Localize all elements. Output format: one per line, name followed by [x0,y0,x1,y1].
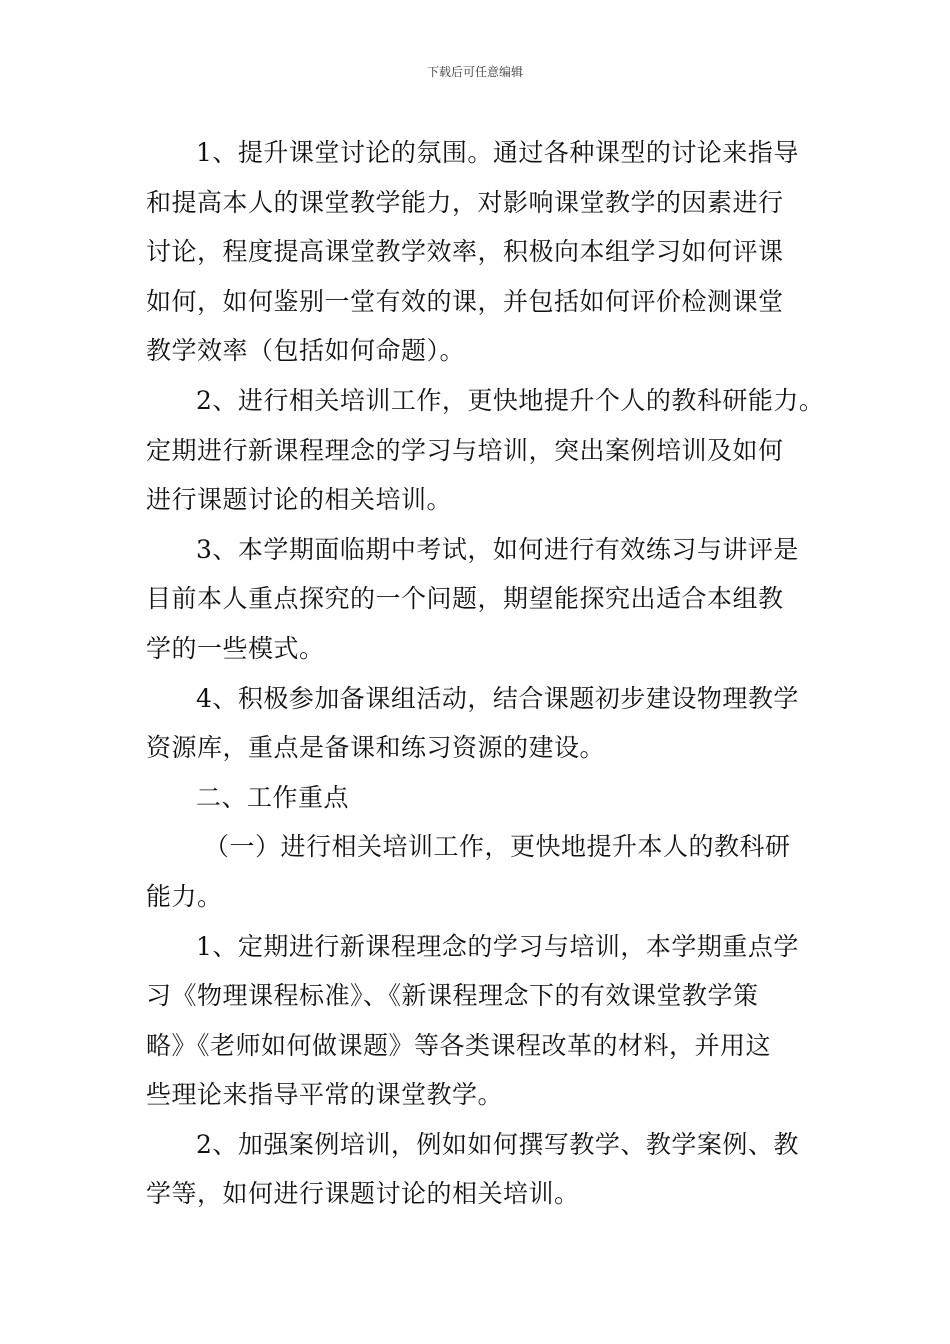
text-line: 定期进行新课程理念的学习与培训，突出案例培训及如何 [146,435,784,465]
text-line: 4、积极参加备课组活动，结合课题初步建设物理教学 [196,683,799,713]
document-body [146,128,826,1219]
text-line: 讨论，程度提高课堂教学效率，积极向本组学习如何评课 [146,237,784,267]
text-line: 习《物理课程标准》、《新课程理念下的有效课堂教学策 [146,981,759,1011]
text-line: 学等，如何进行课题讨论的相关培训。 [146,1179,580,1209]
text-line: （一）进行相关培训工作，更快地提升本人的教科研 [204,832,791,862]
text-line: 能力。 [146,881,223,911]
paragraph-6 [146,1120,826,1219]
page-header: 下载后可任意编辑 [426,65,523,79]
paragraph-1 [146,128,826,376]
text-line: 些理论来指导平常的课堂教学。 [146,1080,504,1110]
text-line: 1、提升课堂讨论的氛围。通过各种课型的讨论来指导 [196,138,799,167]
paragraph-4 [146,674,826,773]
paragraph-3 [146,525,826,674]
text-line: 2、进行相关培训工作，更快地提升个人的教科研能力。 [196,385,825,415]
text-line: 教学效率（包括如何命题）。 [146,336,466,366]
text-line: 略》《老师如何做课题》等各类课程改革的材料，并用这 [146,1030,772,1060]
text-line: 3、本学期面临期中考试，如何进行有效练习与讲评是 [196,534,799,564]
text-line: 目前本人重点探究的一个问题，期望能探究出适合本组教 [146,584,784,614]
text-line: 2、加强案例培训，例如如何撰写教学、教学案例、教 [196,1129,799,1159]
section-heading-text: 二、工作重点 [196,782,350,812]
text-line: 进行课题讨论的相关培训。 [146,485,453,515]
text-line: 和提高本人的课堂教学能力，对影响课堂教学的因素进行 [146,187,784,217]
text-line: 1、定期进行新课程理念的学习与培训，本学期重点学 [196,931,799,961]
paragraph-2 [146,376,826,525]
paragraph-5 [146,922,826,1120]
subsection-heading [146,822,826,921]
text-line: 学的一些模式。 [146,633,325,663]
text-line: 资源库，重点是备课和练习资源的建设。 [146,733,606,763]
section-heading [146,773,826,823]
text-line: 如何，如何鉴别一堂有效的课，并包括如何评价检测课堂 [146,286,784,316]
